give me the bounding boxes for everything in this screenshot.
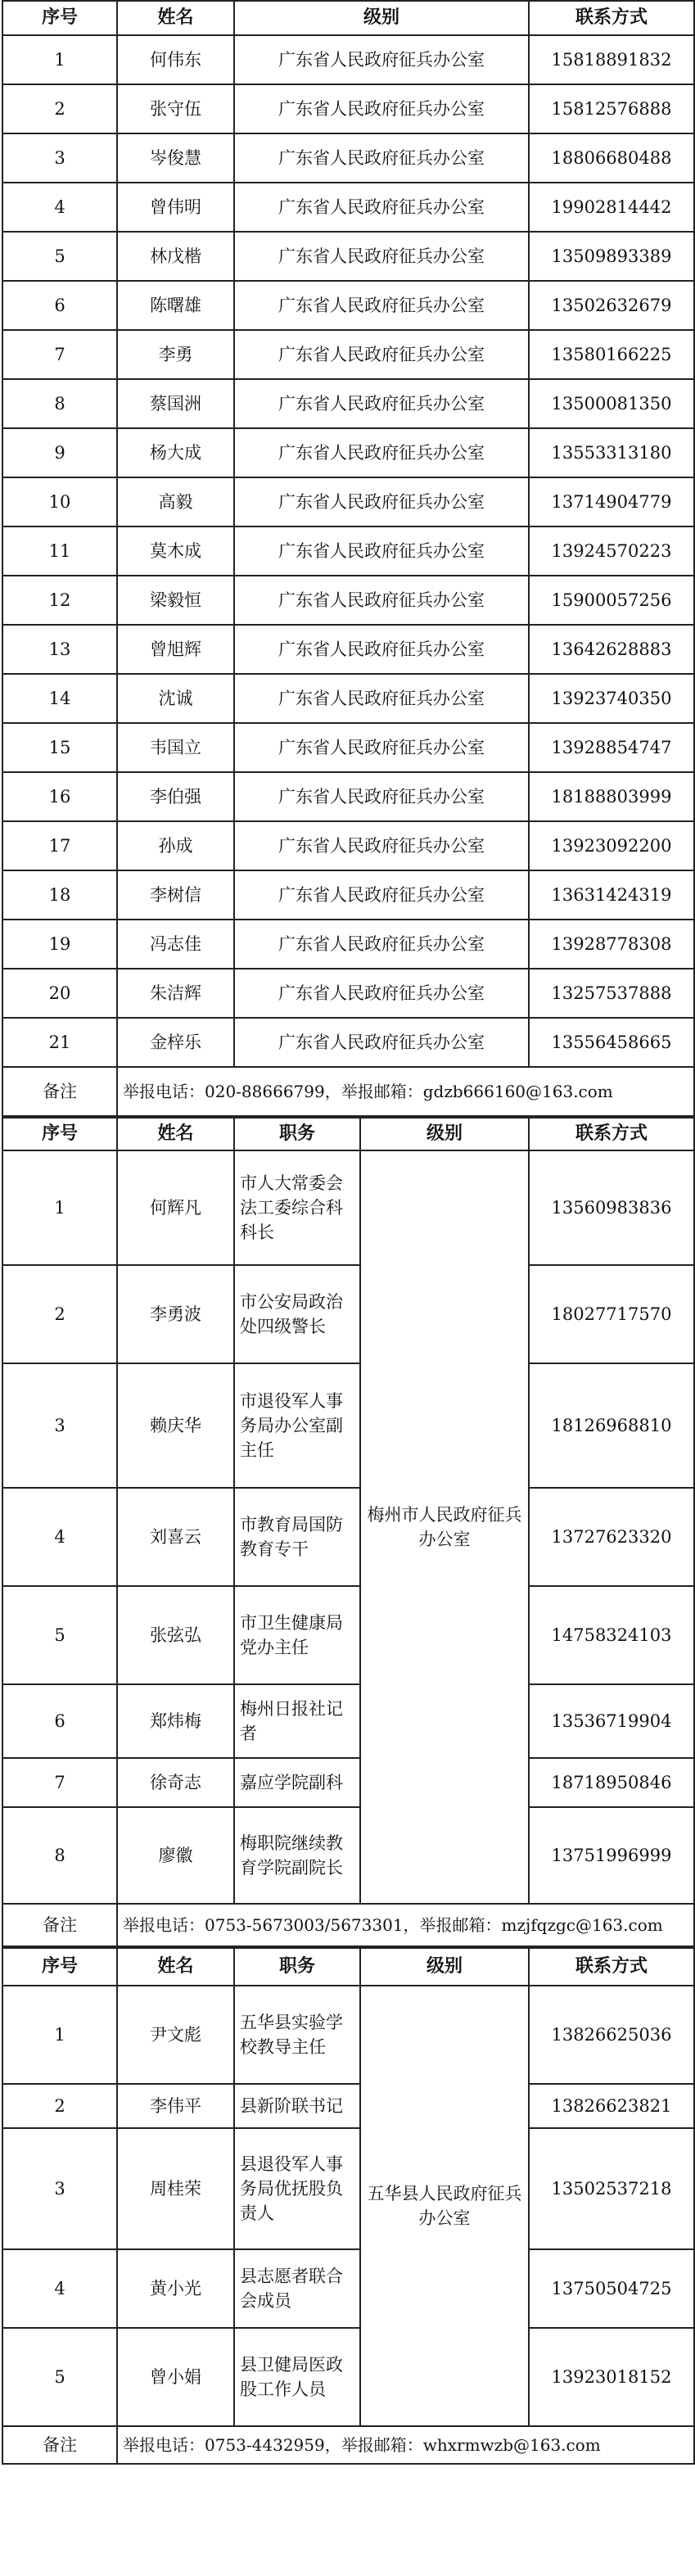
row-number: 6 — [2, 1684, 117, 1758]
row-number: 12 — [2, 576, 117, 625]
level-cell: 广东省人民政府征兵办公室 — [234, 920, 529, 969]
phone-number: 18126968810 — [529, 1363, 694, 1488]
table-row — [2, 674, 694, 723]
table-row — [2, 1265, 694, 1363]
row-number: 10 — [2, 477, 117, 526]
table-row — [2, 1488, 694, 1586]
table-row — [2, 1986, 694, 2084]
row-number: 1 — [2, 35, 117, 84]
table-body — [2, 1986, 694, 2426]
duty-cell: 市卫生健康局党办主任 — [234, 1586, 360, 1684]
person-name: 李树信 — [117, 870, 234, 920]
level-cell: 广东省人民政府征兵办公室 — [234, 526, 529, 576]
person-name: 廖徽 — [117, 1807, 234, 1904]
level-cell: 广东省人民政府征兵办公室 — [234, 84, 529, 133]
person-name: 朱洁辉 — [117, 969, 234, 1018]
row-number: 7 — [2, 330, 117, 379]
table-row — [2, 870, 694, 920]
header-contact: 联系方式 — [529, 1118, 694, 1150]
phone-number: 13923740350 — [529, 674, 694, 723]
phone-number: 18027717570 — [529, 1265, 694, 1363]
row-number: 11 — [2, 526, 117, 576]
phone-number: 13928778308 — [529, 920, 694, 969]
level-cell: 广东省人民政府征兵办公室 — [234, 576, 529, 625]
phone-number: 13826625036 — [529, 1986, 694, 2084]
note-text: 举报电话：0753-5673003/5673301，举报邮箱：mzjfqzgc@163.com — [117, 1904, 694, 1946]
row-number: 15 — [2, 723, 117, 772]
person-name: 赖庆华 — [117, 1363, 234, 1488]
level-cell: 广东省人民政府征兵办公室 — [234, 969, 529, 1018]
header-duty: 职务 — [234, 1948, 360, 1986]
person-name: 冯志佳 — [117, 920, 234, 969]
level-cell: 广东省人民政府征兵办公室 — [234, 723, 529, 772]
phone-number: 13509893389 — [529, 232, 694, 281]
phone-number: 18806680488 — [529, 133, 694, 183]
phone-number: 13751996999 — [529, 1807, 694, 1904]
level-cell: 广东省人民政府征兵办公室 — [234, 232, 529, 281]
phone-number: 13553313180 — [529, 428, 694, 477]
row-number: 5 — [2, 1586, 117, 1684]
phone-number: 13924570223 — [529, 526, 694, 576]
phone-number: 13502537218 — [529, 2128, 694, 2249]
table-row — [2, 1363, 694, 1488]
table-row — [2, 920, 694, 969]
table-header-row — [2, 1948, 694, 1986]
duty-cell: 县卫健局医政股工作人员 — [234, 2328, 360, 2426]
note-row — [2, 2426, 694, 2464]
duty-cell: 县志愿者联合会成员 — [234, 2249, 360, 2328]
duty-cell: 梅职院继续教育学院副院长 — [234, 1807, 360, 1904]
table-row — [2, 821, 694, 870]
person-name: 金梓乐 — [117, 1018, 234, 1067]
table-row — [2, 526, 694, 576]
row-number: 9 — [2, 428, 117, 477]
row-number: 8 — [2, 1807, 117, 1904]
phone-number: 13556458665 — [529, 1018, 694, 1067]
level-cell: 广东省人民政府征兵办公室 — [234, 625, 529, 674]
header-no: 序号 — [2, 1, 117, 35]
note-text: 举报电话：0753-4432959，举报邮箱：whxrmwzb@163.com — [117, 2426, 694, 2464]
table-row — [2, 1807, 694, 1904]
header-contact: 联系方式 — [529, 1948, 694, 1986]
person-name: 刘喜云 — [117, 1488, 234, 1586]
phone-number: 13257537888 — [529, 969, 694, 1018]
row-number: 3 — [2, 133, 117, 183]
table-row — [2, 428, 694, 477]
person-name: 周桂荣 — [117, 2128, 234, 2249]
person-name: 孙成 — [117, 821, 234, 870]
table-row — [2, 2249, 694, 2328]
row-number: 14 — [2, 674, 117, 723]
person-name: 郑炜梅 — [117, 1684, 234, 1758]
note-text: 举报电话：020-88666799，举报邮箱：gdzb666160@163.com — [117, 1067, 694, 1116]
level-cell: 广东省人民政府征兵办公室 — [234, 1018, 529, 1067]
level-cell: 梅州市人民政府征兵办公室 — [360, 1150, 529, 1904]
table-row — [2, 330, 694, 379]
table-row — [2, 969, 694, 1018]
person-name: 尹文彪 — [117, 1986, 234, 2084]
person-name: 张弦弘 — [117, 1586, 234, 1684]
row-number: 2 — [2, 84, 117, 133]
row-number: 3 — [2, 2128, 117, 2249]
duty-cell: 五华县实验学校教导主任 — [234, 1986, 360, 2084]
table-row — [2, 1684, 694, 1758]
row-number: 19 — [2, 920, 117, 969]
level-cell: 广东省人民政府征兵办公室 — [234, 281, 529, 330]
person-name: 曾伟明 — [117, 183, 234, 232]
row-number: 5 — [2, 232, 117, 281]
phone-number: 13631424319 — [529, 870, 694, 920]
province-contacts-table — [2, 0, 695, 1117]
note-row — [2, 1904, 694, 1946]
row-number: 18 — [2, 870, 117, 920]
person-name: 曾旭辉 — [117, 625, 234, 674]
row-number: 1 — [2, 1150, 117, 1265]
phone-number: 18188803999 — [529, 772, 694, 821]
note-label: 备注 — [2, 1904, 117, 1946]
person-name: 高毅 — [117, 477, 234, 526]
duty-cell: 县新阶联书记 — [234, 2084, 360, 2128]
row-number: 13 — [2, 625, 117, 674]
phone-number: 13750504725 — [529, 2249, 694, 2328]
row-number: 4 — [2, 2249, 117, 2328]
header-level: 级别 — [360, 1118, 529, 1150]
table-row — [2, 379, 694, 428]
person-name: 何伟东 — [117, 35, 234, 84]
table-row — [2, 2328, 694, 2426]
person-name: 黄小光 — [117, 2249, 234, 2328]
level-cell: 广东省人民政府征兵办公室 — [234, 821, 529, 870]
phone-number: 15900057256 — [529, 576, 694, 625]
table-header-row — [2, 1118, 694, 1150]
person-name: 何辉凡 — [117, 1150, 234, 1265]
phone-number: 13923018152 — [529, 2328, 694, 2426]
row-number: 4 — [2, 1488, 117, 1586]
table-row — [2, 723, 694, 772]
row-number: 16 — [2, 772, 117, 821]
person-name: 李伯强 — [117, 772, 234, 821]
phone-number: 13727623320 — [529, 1488, 694, 1586]
phone-number: 15818891832 — [529, 35, 694, 84]
header-level: 级别 — [234, 1, 529, 35]
meizhou-contacts-table — [2, 1117, 695, 1947]
level-cell: 广东省人民政府征兵办公室 — [234, 133, 529, 183]
row-number: 17 — [2, 821, 117, 870]
row-number: 6 — [2, 281, 117, 330]
table-row — [2, 281, 694, 330]
level-cell: 广东省人民政府征兵办公室 — [234, 35, 529, 84]
header-name: 姓名 — [117, 1118, 234, 1150]
phone-number: 13714904779 — [529, 477, 694, 526]
phone-number: 15812576888 — [529, 84, 694, 133]
person-name: 李勇 — [117, 330, 234, 379]
person-name: 曾小娟 — [117, 2328, 234, 2426]
level-cell: 广东省人民政府征兵办公室 — [234, 870, 529, 920]
table-row — [2, 35, 694, 84]
level-cell: 五华县人民政府征兵办公室 — [360, 1986, 529, 2426]
row-number: 2 — [2, 2084, 117, 2128]
person-name: 陈曙雄 — [117, 281, 234, 330]
table-row — [2, 772, 694, 821]
person-name: 蔡国洲 — [117, 379, 234, 428]
person-name: 李伟平 — [117, 2084, 234, 2128]
table-row — [2, 477, 694, 526]
header-name: 姓名 — [117, 1948, 234, 1986]
row-number: 4 — [2, 183, 117, 232]
level-cell: 广东省人民政府征兵办公室 — [234, 330, 529, 379]
level-cell: 广东省人民政府征兵办公室 — [234, 428, 529, 477]
person-name: 林戊楷 — [117, 232, 234, 281]
duty-cell: 市退役军人事务局办公室副主任 — [234, 1363, 360, 1488]
level-cell: 广东省人民政府征兵办公室 — [234, 477, 529, 526]
row-number: 1 — [2, 1986, 117, 2084]
table-body — [2, 35, 694, 1067]
phone-number: 14758324103 — [529, 1586, 694, 1684]
note-label: 备注 — [2, 1067, 117, 1116]
phone-number: 13560983836 — [529, 1150, 694, 1265]
duty-cell: 市人大常委会法工委综合科科长 — [234, 1150, 360, 1265]
duty-cell: 县退役军人事务局优抚股负责人 — [234, 2128, 360, 2249]
header-no: 序号 — [2, 1948, 117, 1986]
note-row — [2, 1067, 694, 1116]
level-cell: 广东省人民政府征兵办公室 — [234, 183, 529, 232]
phone-number: 13923092200 — [529, 821, 694, 870]
table-row — [2, 1758, 694, 1807]
table-row — [2, 84, 694, 133]
person-name: 韦国立 — [117, 723, 234, 772]
header-duty: 职务 — [234, 1118, 360, 1150]
level-cell: 广东省人民政府征兵办公室 — [234, 772, 529, 821]
duty-cell: 梅州日报社记者 — [234, 1684, 360, 1758]
person-name: 莫木成 — [117, 526, 234, 576]
level-cell: 广东省人民政府征兵办公室 — [234, 379, 529, 428]
table-row — [2, 576, 694, 625]
table-row — [2, 232, 694, 281]
row-number: 8 — [2, 379, 117, 428]
person-name: 李勇波 — [117, 1265, 234, 1363]
row-number: 20 — [2, 969, 117, 1018]
person-name: 徐奇志 — [117, 1758, 234, 1807]
row-number: 2 — [2, 1265, 117, 1363]
row-number: 5 — [2, 2328, 117, 2426]
header-no: 序号 — [2, 1118, 117, 1150]
header-level: 级别 — [360, 1948, 529, 1986]
duty-cell: 市教育局国防教育专干 — [234, 1488, 360, 1586]
table-row — [2, 1586, 694, 1684]
header-contact: 联系方式 — [529, 1, 694, 35]
row-number: 21 — [2, 1018, 117, 1067]
row-number: 3 — [2, 1363, 117, 1488]
table-row — [2, 2084, 694, 2128]
table-row — [2, 2128, 694, 2249]
row-number: 7 — [2, 1758, 117, 1807]
phone-number: 13536719904 — [529, 1684, 694, 1758]
person-name: 张守伍 — [117, 84, 234, 133]
phone-number: 18718950846 — [529, 1758, 694, 1807]
duty-cell: 嘉应学院副科 — [234, 1758, 360, 1807]
duty-cell: 市公安局政治处四级警长 — [234, 1265, 360, 1363]
person-name: 梁毅恒 — [117, 576, 234, 625]
person-name: 杨大成 — [117, 428, 234, 477]
phone-number: 13642628883 — [529, 625, 694, 674]
wuhua-contacts-table — [2, 1947, 695, 2465]
phone-number: 13500081350 — [529, 379, 694, 428]
table-row — [2, 1150, 694, 1265]
table-row — [2, 133, 694, 183]
phone-number: 13928854747 — [529, 723, 694, 772]
table-body — [2, 1150, 694, 1904]
level-cell: 广东省人民政府征兵办公室 — [234, 674, 529, 723]
table-row — [2, 183, 694, 232]
phone-number: 13826623821 — [529, 2084, 694, 2128]
person-name: 沈诚 — [117, 674, 234, 723]
phone-number: 19902814442 — [529, 183, 694, 232]
table-row — [2, 1018, 694, 1067]
person-name: 岑俊慧 — [117, 133, 234, 183]
phone-number: 13580166225 — [529, 330, 694, 379]
table-header-row — [2, 1, 694, 35]
phone-number: 13502632679 — [529, 281, 694, 330]
note-label: 备注 — [2, 2426, 117, 2464]
header-name: 姓名 — [117, 1, 234, 35]
table-row — [2, 625, 694, 674]
